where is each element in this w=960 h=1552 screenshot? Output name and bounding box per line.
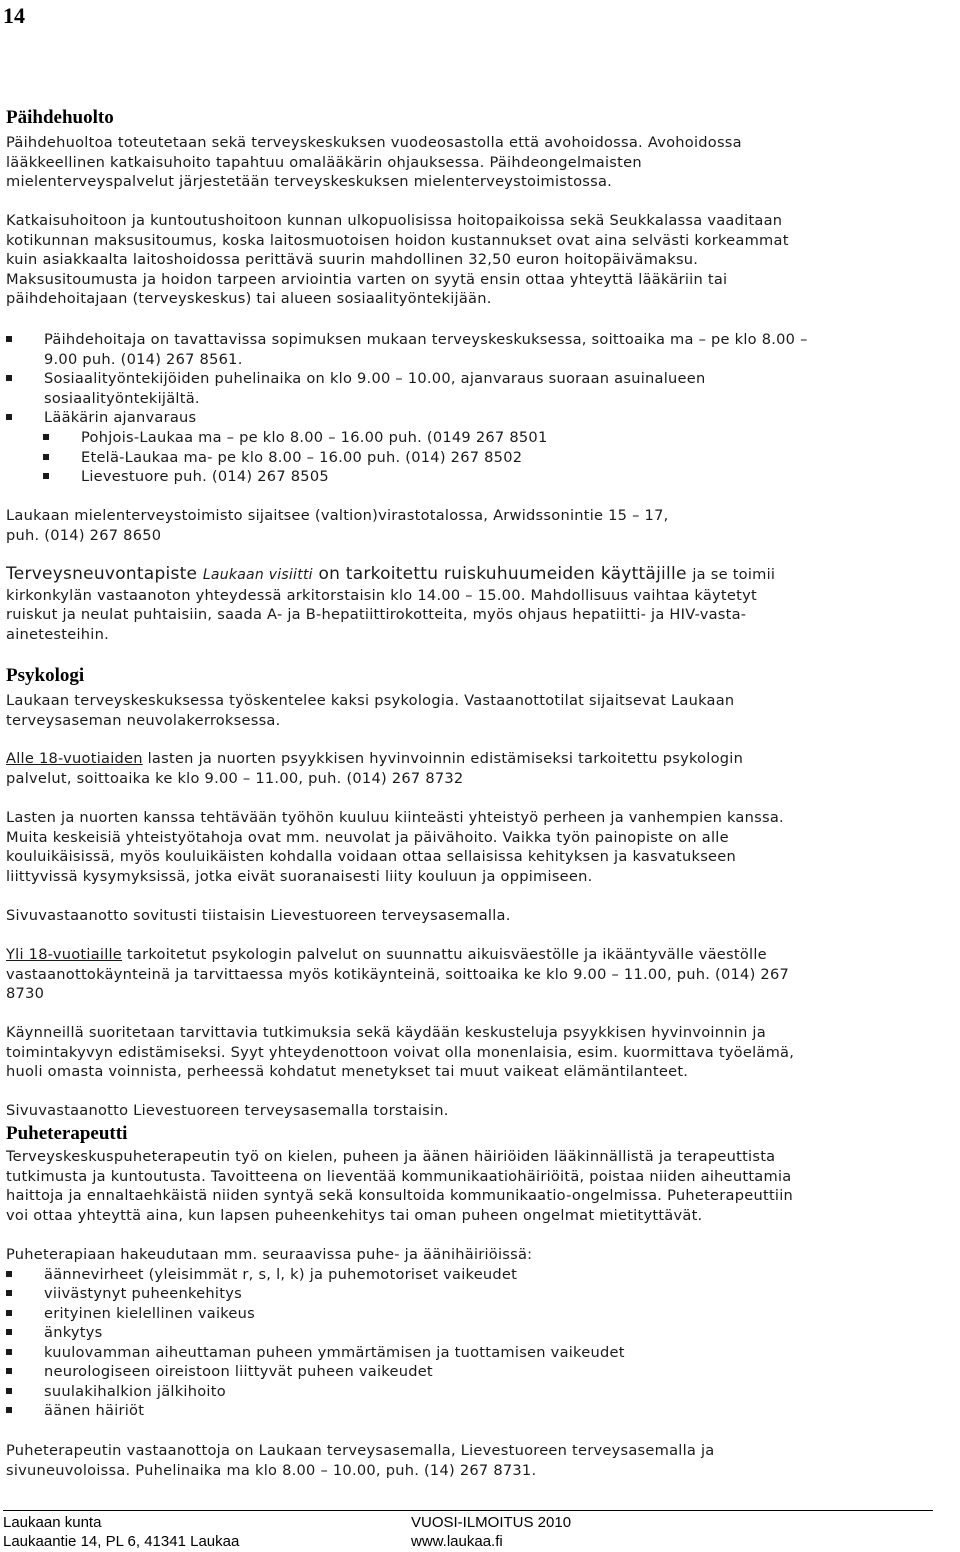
text-line: neurologiseen oireistoon liittyvät puheen vaikeudet [44,1363,433,1380]
bullet-icon [6,1349,12,1355]
text-line: Etelä-Laukaa ma- pe klo 8.00 – 16.00 puh. (014) 267 8502 [81,449,523,466]
sub-list-item [81,467,960,487]
footer-divider [3,1510,933,1511]
text-line: puh. (014) 267 8650 [6,526,162,544]
bullet-icon [43,434,49,440]
text-line: palvelut, soittoaika ke klo 9.00 – 11.00, puh. (014) 267 8732 [6,769,464,787]
text-line: Päihdehuoltoa toteutetaan sekä terveyskeskuksen vuodeosastolla että avohoidossa. Avohoidossa [6,134,742,151]
list-item [44,408,944,428]
text-line: 8730 [6,985,45,1002]
bullet-icon [6,375,12,381]
paragraph [6,945,956,1004]
text-line: 9.00 puh. (014) 267 8561. [44,350,243,368]
footer-organization: Laukaan kunta [3,1514,102,1531]
text-line: kuulovamman aiheuttaman puheen ymmärtämisen ja tuottamisen vaikeudet [44,1344,625,1361]
text-line: Katkaisuhoitoon ja kuntoutushoitoon kunnan ulkopuolisissa hoitopaikoissa sekä Seukkalassa vaaditaan [6,212,783,229]
text-span: ja se toimii [692,566,776,583]
bullet-icon [6,1329,12,1335]
text-line: suulakihalkion jälkihoito [44,1383,226,1400]
text-line: haittoja ja ennaltaehkäistä niiden syntyä sekä konsultoida kommunikaatio-ongelmissa. Puheterapeuttiin [6,1187,794,1204]
text-line: ruiskut ja neulat puhtaisiin, saada A- ja B-hepatiittirokotteita, myös ohjaus hepatiitti- ja HIV-vasta- [6,606,747,623]
paragraph [6,749,956,788]
list-item [44,1382,944,1402]
text-line: voi ottaa yhteyttä aina, kun lapsen puheenkehitys tai oman puheen ongelmat mietityttävät. [6,1206,703,1224]
text-line: toimintakyvyn edistämiseksi. Syyt yhteydenottoon voivat olla monenlaisia, esim. kuormittava työelämä, [6,1043,795,1061]
text-line: Muita keskeisiä yhteistyötahoja ovat mm. neuvolat ja päivähoito. Vaikka työn painopiste on alle [6,828,729,846]
text-line: Pohjois-Laukaa ma – pe klo 8.00 – 16.00 puh. (0149 267 8501 [81,429,548,446]
text-line: Lääkärin ajanvaraus [44,409,197,426]
paragraph: Sivuvastaanotto Lievestuoreen terveysasemalla torstaisin. [6,1102,449,1119]
text-line: äänen häiriöt [44,1402,145,1419]
heading-paihdehuolto: Päihdehuolto [6,107,114,128]
bullet-icon [6,1290,12,1296]
paragraph [6,506,956,545]
footer-website-link[interactable]: www.laukaa.fi [411,1533,503,1550]
text-line: huoli omasta voinnista, perheessä kohdatut menetykset tai muut vaikeat elämäntilanteet. [6,1063,689,1080]
text-line: ainetesteihin. [6,625,109,643]
text-line: sosiaalityöntekijältä. [44,389,200,407]
text-line: erityinen kielellinen vaikeus [44,1305,256,1322]
text-line: Lasten ja nuorten kanssa tehtävään työhön kuuluu kiinteästi yhteistyö perheen ja vanhempien kanssa. [6,809,784,826]
paragraph [6,1023,956,1082]
underlined-text: Yli 18-vuotiaille [6,946,123,963]
text-line: Terveyskeskuspuheterapeutin työ on kielen, puheen ja äänen häiriöiden lääkinnällistä ja terapeuttista [6,1148,776,1165]
bullet-icon [6,414,12,420]
text-line: kirkonkylän vastaanoton yhteydessä arkitorstaisin klo 14.00 – 15.00. Mahdollisuus vaihtaa käytetyt [6,586,757,604]
paragraph [6,133,956,192]
text-line: mielenterveyspalvelut järjestetään terveyskeskuksen mielenterveystoimistossa. [6,173,613,190]
list-item [44,1284,944,1304]
bullet-icon [6,1271,12,1277]
text-line [6,565,956,586]
text-span: tarkoitetut psykologin palvelut on suunnattu aikuisväestölle ja ikääntyvälle väestölle [122,946,767,963]
footer-document-title: VUOSI-ILMOITUS 2010 [411,1514,572,1531]
paragraph: Sivuvastaanotto sovitusti tiistaisin Lievestuoreen terveysasemalla. [6,907,511,924]
sub-list-item [81,428,960,448]
heading-puheterapeutti: Puheterapeutti [6,1123,128,1144]
bullet-icon [6,336,12,342]
bullet-icon [43,454,49,460]
text-line: änkytys [44,1324,103,1341]
bullet-icon [6,1407,12,1413]
text-line: sivuneuvoloissa. Puhelinaika ma klo 8.00 – 10.00, puh. (14) 267 8731. [6,1461,537,1479]
underlined-text: Alle 18-vuotiaiden [6,750,143,767]
paragraph [6,211,956,309]
list-item [44,1265,944,1285]
text-line: Käynneillä suoritetaan tarvittavia tutkimuksia sekä käydään keskusteluja psyykkisen hyvinvoinnin ja [6,1024,766,1041]
text-line: Päihdehoitaja on tavattavissa sopimuksen mukaan terveyskeskuksessa, soittoaika ma – pe klo 8.00 – [44,331,808,348]
list-item [44,1401,944,1421]
text-span: Terveysneuvontapiste [6,564,203,584]
list-item [44,1304,944,1324]
text-line: Sosiaalityöntekijöiden puhelinaika on klo 9.00 – 10.00, ajanvaraus suoraan asuinalueen [44,370,706,387]
list-item [44,1343,944,1363]
text-line: Laukaan terveyskeskuksessa työskentelee kaksi psykologia. Vastaanottotilat sijaitsevat Laukaan [6,692,735,709]
text-line: Puheterapeutin vastaanottoja on Laukaan terveysasemalla, Lievestuoreen terveysasemalla ja [6,1442,715,1459]
sub-list-item [81,448,960,468]
text-line: lääkkeellinen katkaisuhoito tapahtuu omalääkärin ohjauksessa. Päihdeongelmaisten [6,153,642,171]
text-line: kuin asiakkaalta laitoshoidossa perittävä suurin mahdollinen 32,50 euron hoitopäivämaksu. [6,251,699,268]
text-line: terveysaseman neuvolakerroksessa. [6,711,281,729]
paragraph: Puheterapiaan hakeudutaan mm. seuraavissa puhe- ja äänihäiriöissä: [6,1246,533,1263]
text-line: kotikunnan maksusitoumus, koska laitosmuotoisen hoidon kustannukset ovat aina selvästi korkeammat [6,231,789,249]
text-line: kouluikäisissä, myös kouluikäisten kohdalla voidaan ottaa sellaisissa kehityksen ja kasvatukseen [6,848,736,865]
text-line: tutkimusta ja kuntoutusta. Tavoitteena on lieventää kommunikaatiohäiriöitä, poistaa niiden aiheuttamia [6,1167,792,1185]
list-item [44,1362,944,1382]
paragraph [6,691,956,730]
text-span: lasten ja nuorten psyykkisen hyvinvoinnin edistämiseksi tarkoitettu psykologin [142,750,744,767]
bullet-icon [6,1368,12,1374]
list-item [44,1323,944,1343]
text-line: äännevirheet (yleisimmät r, s, l, k) ja puhemotoriset vaikeudet [44,1266,518,1283]
text-span: on tarkoitettu ruiskuhuumeiden käyttäjille [312,564,693,584]
bullet-icon [43,473,49,479]
text-line: viivästynyt puheenkehitys [44,1285,242,1302]
text-line: liittyvissä kysymyksissä, jotka eivät suoranaisesti liity kouluun ja oppimiseen. [6,867,593,885]
text-line [6,749,956,769]
paragraph [6,808,956,886]
list-item [44,369,944,408]
footer-address: Laukaantie 14, PL 6, 41341 Laukaa [3,1533,240,1550]
text-span: Laukaan visiitti [202,567,313,583]
heading-psykologi: Psykologi [6,665,85,686]
terveysneuvonta-paragraph [6,565,956,644]
text-line: Maksusitoumusta ja hoidon tarpeen arviointia varten on syytä ensin ottaa yhteyttä lääkäriin tai [6,270,728,288]
text-line: Lievestuore puh. (014) 267 8505 [81,468,329,485]
text-line: Laukaan mielenterveystoimisto sijaitsee (valtion)virastotalossa, Arwidssonintie 15 – 17, [6,507,669,524]
paragraph [6,1147,956,1225]
paragraph [6,1441,956,1480]
text-line: vastaanottokäynteinä ja tarvittaessa myös kotikäynteinä, soittoaika ke klo 9.00 – 11.00, puh. (014) 267 [6,965,790,983]
text-line [6,945,956,965]
bullet-icon [6,1310,12,1316]
text-line: päihdehoitajaan (terveyskeskus) tai alueen sosiaalityöntekijään. [6,290,492,307]
bullet-icon [6,1388,12,1394]
list-item [44,330,944,369]
page-number: 14 [3,3,25,28]
